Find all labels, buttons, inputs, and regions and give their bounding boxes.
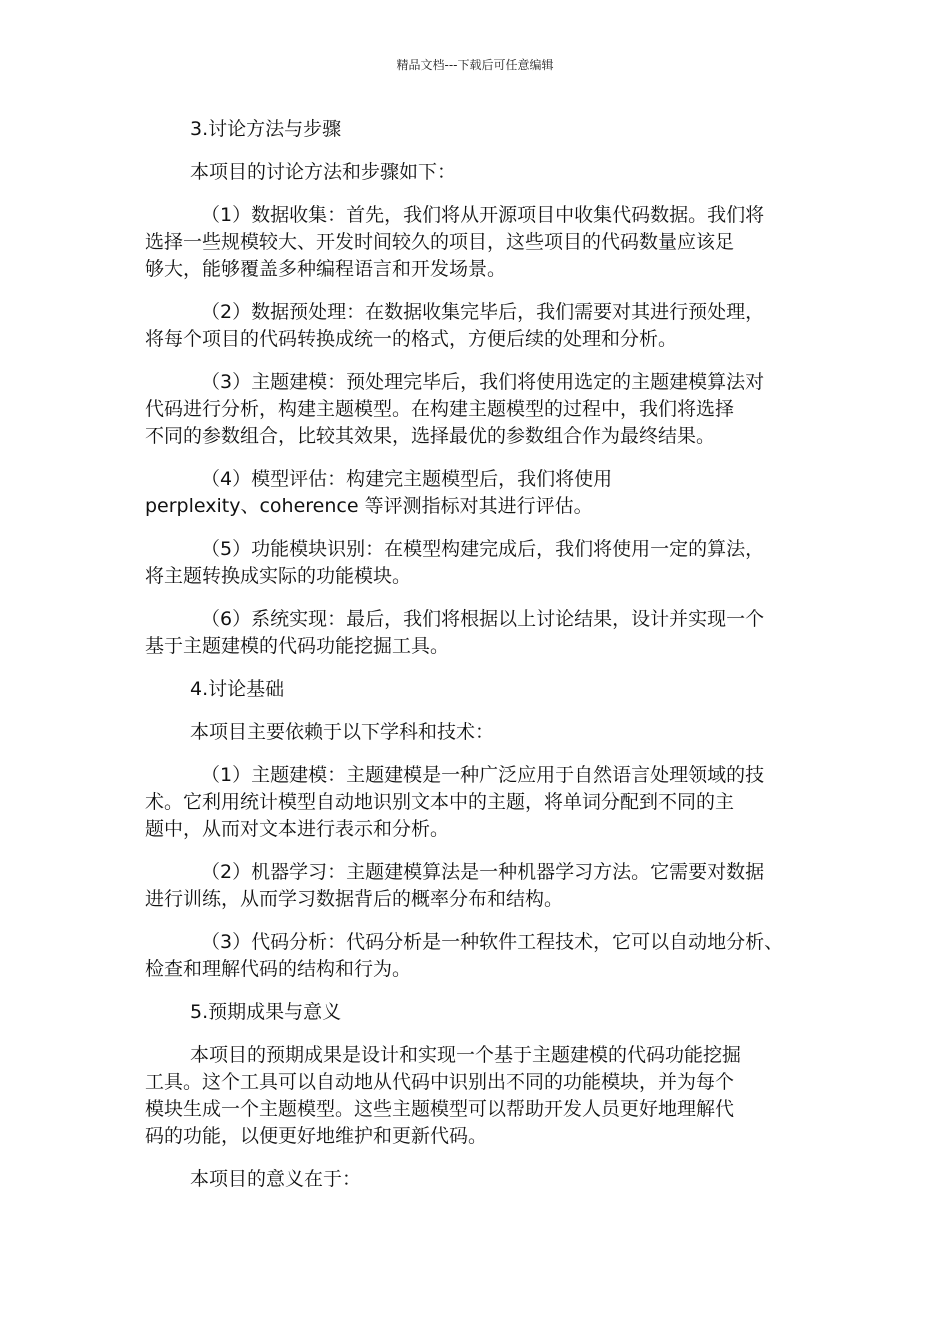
list-item-paragraph	[145, 536, 815, 590]
text-line: 够大，能够覆盖多种编程语言和开发场景。	[145, 258, 507, 280]
section-heading	[145, 676, 815, 703]
text-line: 5.预期成果与意义	[190, 1001, 342, 1023]
text-line: 代码进行分析，构建主题模型。在构建主题模型的过程中，我们将选择	[145, 398, 735, 420]
section-heading	[145, 999, 815, 1026]
text-line: 题中，从而对文本进行表示和分析。	[145, 818, 450, 840]
body-paragraph	[145, 159, 815, 186]
text-line: 将每个项目的代码转换成统一的格式，方便后续的处理和分析。	[145, 328, 678, 350]
text-line: perplexity、coherence 等评测指标对其进行评估。	[145, 495, 593, 517]
text-line: （2）机器学习：主题建模算法是一种机器学习方法。它需要对数据	[201, 861, 765, 883]
text-line: 本项目的预期成果是设计和实现一个基于主题建模的代码功能挖掘	[190, 1044, 742, 1066]
text-line: 选择一些规模较大、开发时间较久的项目，这些项目的代码数量应该足	[145, 231, 735, 253]
page-header: 精品文档---下载后可任意编辑	[396, 58, 554, 72]
text-line: （5）功能模块识别：在模型构建完成后，我们将使用一定的算法，	[201, 538, 765, 560]
text-line: 检查和理解代码的结构和行为。	[145, 958, 412, 980]
text-line: （6）系统实现：最后，我们将根据以上讨论结果，设计并实现一个	[201, 608, 765, 630]
list-item-paragraph	[145, 369, 815, 450]
text-line: 本项目的意义在于：	[190, 1168, 362, 1190]
body-paragraph	[145, 1166, 815, 1193]
list-item-paragraph	[145, 859, 815, 913]
text-line: 将主题转换成实际的功能模块。	[145, 565, 412, 587]
text-line: 术。它利用统计模型自动地识别文本中的主题，将单词分配到不同的主	[145, 791, 735, 813]
body-paragraph	[145, 719, 815, 746]
text-line: 4.讨论基础	[190, 678, 285, 700]
text-line: 本项目的讨论方法和步骤如下：	[190, 161, 457, 183]
list-item-paragraph	[145, 762, 815, 843]
list-item-paragraph	[145, 299, 815, 353]
body-paragraph	[145, 1042, 815, 1150]
list-item-paragraph	[145, 466, 815, 520]
text-line: 本项目主要依赖于以下学科和技术：	[190, 721, 495, 743]
text-line: （1）主题建模：主题建模是一种广泛应用于自然语言处理领域的技	[201, 764, 765, 786]
text-line: 工具。这个工具可以自动地从代码中识别出不同的功能模块，并为每个	[145, 1071, 735, 1093]
text-line: 模块生成一个主题模型。这些主题模型可以帮助开发人员更好地理解代	[145, 1098, 735, 1120]
section-heading	[145, 116, 815, 143]
text-line: （1）数据收集：首先，我们将从开源项目中收集代码数据。我们将	[201, 204, 765, 226]
list-item-paragraph	[145, 606, 815, 660]
text-line: 基于主题建模的代码功能挖掘工具。	[145, 635, 450, 657]
text-line: （3）代码分析：代码分析是一种软件工程技术，它可以自动地分析、	[201, 931, 784, 953]
text-line: 不同的参数组合，比较其效果，选择最优的参数组合作为最终结果。	[145, 425, 716, 447]
text-line: （2）数据预处理：在数据收集完毕后，我们需要对其进行预处理，	[201, 301, 765, 323]
text-line: 码的功能，以便更好地维护和更新代码。	[145, 1125, 488, 1147]
text-line: （3）主题建模：预处理完毕后，我们将使用选定的主题建模算法对	[201, 371, 765, 393]
text-line: 3.讨论方法与步骤	[190, 118, 342, 140]
list-item-paragraph	[145, 929, 815, 983]
document-body	[145, 116, 815, 1209]
text-line: 进行训练，从而学习数据背后的概率分布和结构。	[145, 888, 564, 910]
text-line: （4）模型评估：构建完主题模型后，我们将使用	[201, 468, 613, 490]
list-item-paragraph	[145, 202, 815, 283]
